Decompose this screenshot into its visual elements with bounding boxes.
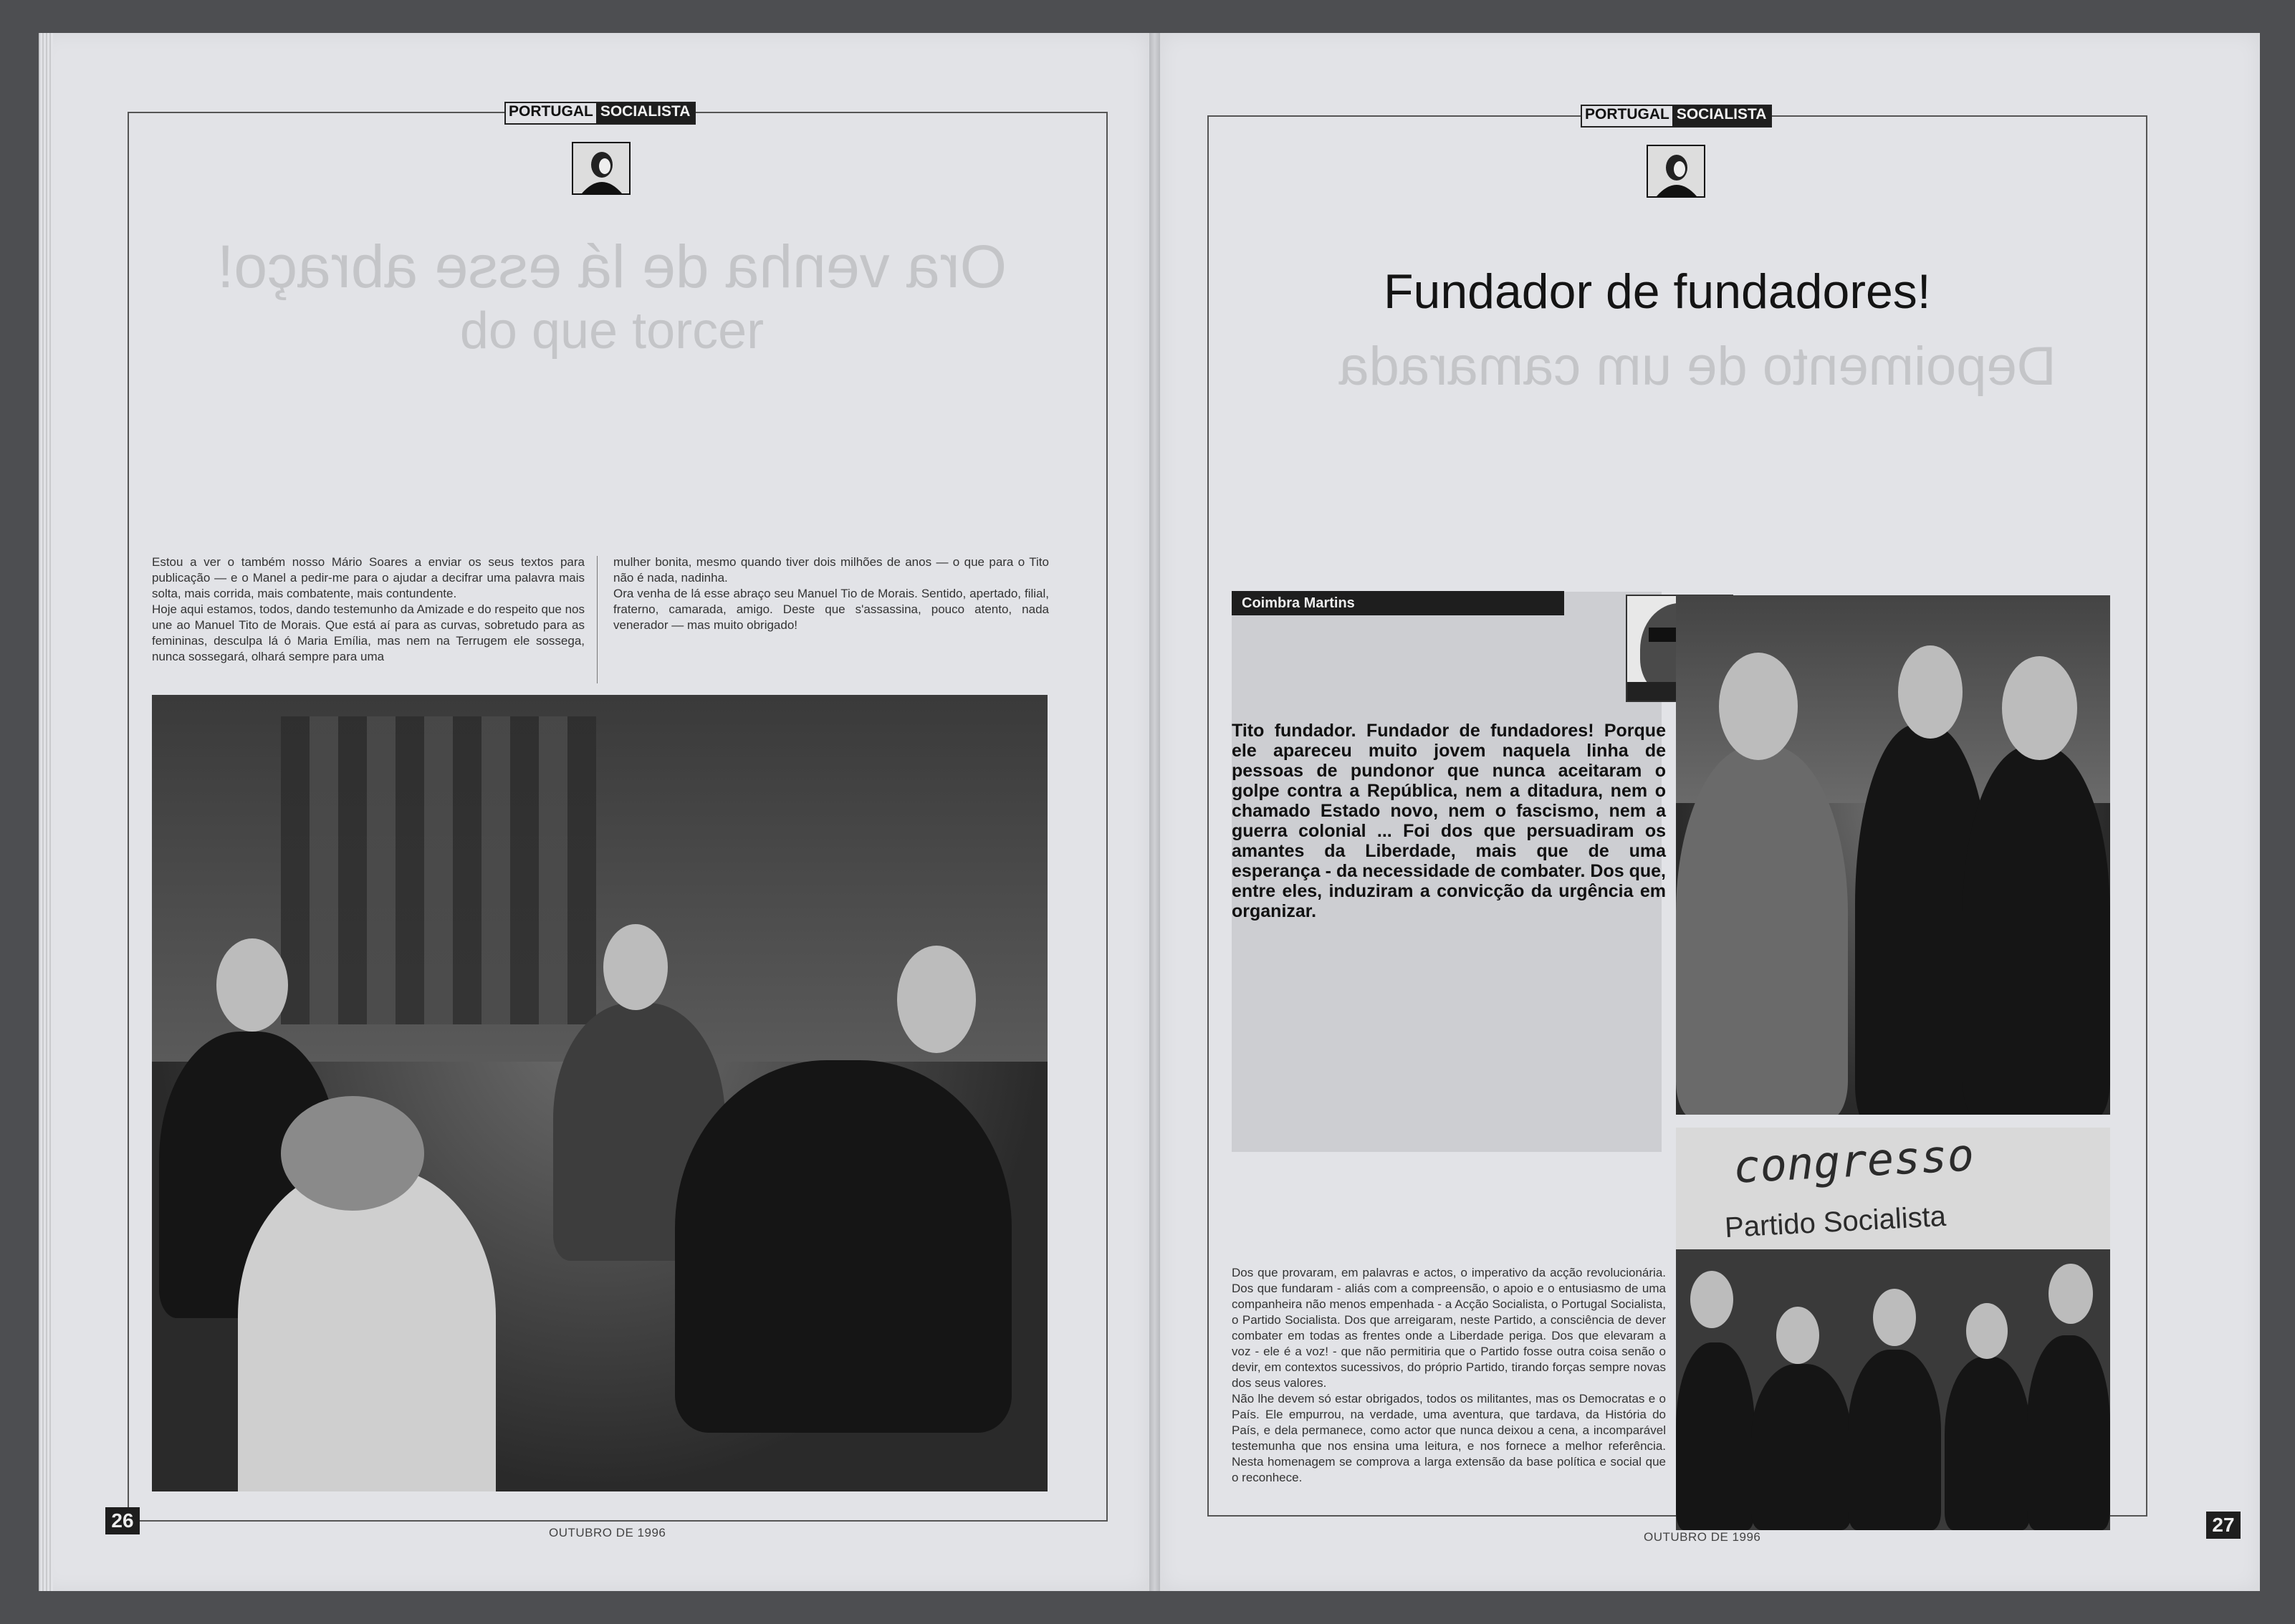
page-edges	[39, 33, 53, 1591]
right-page	[1160, 33, 2260, 1591]
masthead	[504, 102, 696, 125]
article-body	[1232, 1265, 1666, 1486]
masthead-portugal: PORTUGAL	[1582, 106, 1672, 126]
meeting-photo	[152, 695, 1048, 1491]
paragraph: Hoje aqui estamos, todos, dando testemunho da Amizade e do respeito que nos une ao Manuel Tito de Morais. Que está aí para as curvas, sobretudo para as femininas, desculpa lá ó Maria Emília, mas nem na Terrugem ele sossega, nunca sossegará, olhará sempre para uma	[152, 602, 585, 663]
column-divider	[597, 556, 598, 683]
congress-photo	[1676, 1128, 2110, 1530]
page-number: 26	[105, 1507, 140, 1534]
banner-congresso: congresso	[1732, 1128, 1975, 1193]
paragraph: mulher bonita, mesmo quando tiver dois milhões de anos — o que para o Tito não é nada, nadinha.	[613, 555, 1049, 585]
paragraph: Não lhe devem só estar obrigados, todos os militantes, mas os Democratas e o País. Ele empurrou, na verdade, uma aventura, que tardava, da História do País, e dela permanece, como actor que nunca deixou a cena, a incomparável testemunha que nos ensina uma leitura, e nos fornece a melhor referência. Nesta homenagem se comprova a larga extensão da base política e social que o reconhece.	[1232, 1392, 1666, 1484]
portrait-logo-icon	[1647, 145, 1705, 198]
portrait-logo-icon	[572, 142, 631, 195]
masthead-socialista: SOCIALISTA	[596, 103, 695, 123]
bleed-through-subtitle: do que torcer	[459, 302, 765, 360]
article-title: Fundador de fundadores!	[1384, 264, 1931, 319]
article-column-1	[152, 554, 585, 685]
left-page	[39, 33, 1149, 1591]
magazine-spread	[39, 33, 2260, 1591]
masthead	[1581, 105, 1772, 128]
page-footer-date: OUTUBRO DE 1996	[549, 1526, 666, 1539]
bleed-through-title: Ora venha de lá esse abraço!	[217, 233, 1007, 300]
paragraph: Dos que provaram, em palavras e actos, o imperativo da acção revolucionária. Dos que fundaram - aliás com a compreensão, o apoio e o entusiasmo de uma companheira não menos empenhada - a Acção Socialista, o Portugal Socialista, o Partido Socialista. Dos que arreigaram, neste Partido, a consciência de dever combater em todas as frentes onde a Liberdade periga. Dos que elevaram a voz - ele é a voz! - que não permitiria que o Partido fosse outra coisa senão o devir, em contextos sucessivos, do próprio Partido, tirando forças sempre novas dos seus valores.	[1232, 1266, 1666, 1390]
banner-partido-socialista: Partido Socialista	[1724, 1200, 1947, 1244]
masthead-socialista: SOCIALISTA	[1672, 106, 1771, 126]
bleed-through-subtitle: Depoimento de um camarada	[1338, 336, 2056, 397]
spine-gutter	[1149, 33, 1160, 1591]
masthead-portugal: PORTUGAL	[506, 103, 596, 123]
founders-photo	[1676, 595, 2110, 1115]
paragraph: Ora venha de lá esse abraço seu Manuel Tio de Morais. Sentido, apertado, filial, fraterno, camarada, amigo. Deste que s'assassina, pouco atento, nada venerador — mas muito obrigado!	[613, 587, 1049, 632]
author-byline: Coimbra Martins	[1232, 591, 1564, 615]
article-lead: Tito fundador. Fundador de fundadores! Porque ele apareceu muito jovem naquela linha de pessoas de pundonor que nunca aceitaram o golpe contra a República, nem a ditadura, nem o chamado Estado novo, nem o fascismo, nem a guerra colonial ... Foi dos que persuadiram os amantes da Liberdade, mais que de uma esperança - da necessidade de combater. Dos que, entre eles, induziram a convicção da urgência em organizar.	[1232, 721, 1666, 921]
paragraph: Estou a ver o também nosso Mário Soares a enviar os seus textos para publicação — e o Manel a pedir-me para o ajudar a decifrar uma palavra mais solta, mais corrida, mais combatente, mais contundente.	[152, 555, 585, 600]
congress-banner	[1676, 1128, 2110, 1249]
page-number: 27	[2206, 1512, 2241, 1539]
page-footer-date: OUTUBRO DE 1996	[1644, 1530, 1761, 1544]
article-column-2	[613, 554, 1049, 633]
